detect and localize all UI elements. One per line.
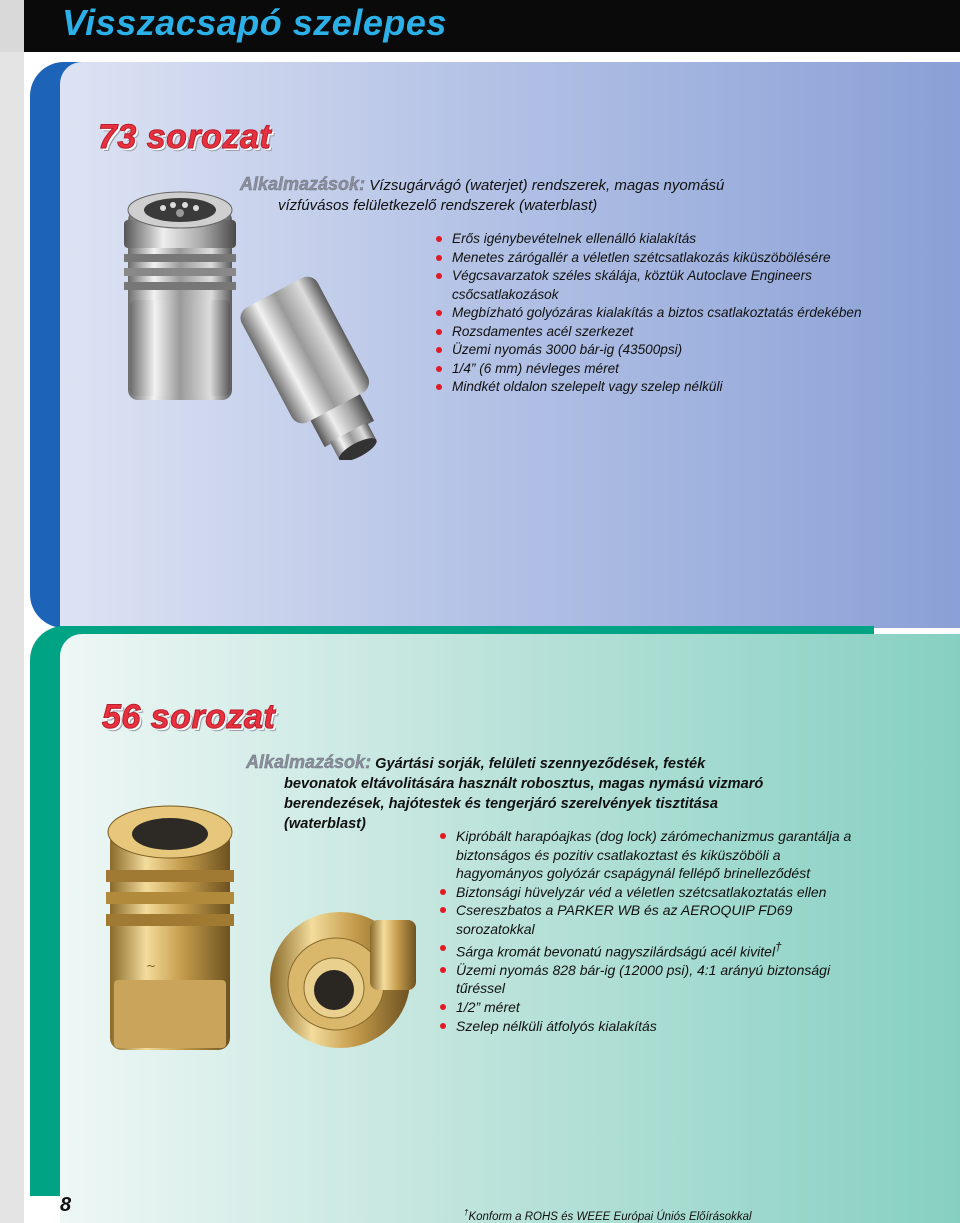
list-item: Megbízható golyózáras kialakítás a biztos csatlakoztatás érdekében: [434, 304, 864, 323]
list-item: 1/2” méret: [438, 998, 868, 1017]
list-item: Szelep nélküli átfolyós kialakítás: [438, 1017, 868, 1036]
page-number: 8: [60, 1194, 72, 1216]
list-item: Mindkét oldalon szelepelt vagy szelep nélküli: [434, 378, 864, 397]
list-item: 1/4” (6 mm) névleges méret: [434, 360, 864, 379]
list-item: Üzemi nyomás 828 bár-ig (12000 psi), 4:1 arányú biztonsági tűréssel: [438, 961, 868, 998]
applications-text-line-2: bevonatok eltávolitására használt robosztus, magas nymású vizmaró: [284, 776, 764, 792]
series-73-coupler-photo: [118, 180, 430, 460]
title-bar: [0, 0, 960, 52]
list-item: Menetes zárógallér a véletlen szétcsatlakozás kiküszöbölésére: [434, 249, 864, 268]
series-56-feature-list: [438, 827, 868, 1035]
list-item: Csereszbatos a PARKER WB és az AEROQUIP FD69 sorozatokkal: [438, 901, 868, 938]
series-73-applications: [240, 174, 880, 216]
series-56-top-bar: [60, 626, 874, 634]
list-item: Üzemi nyomás 3000 bár-ig (43500psi): [434, 341, 864, 360]
series-56-coupler-photo: [100, 800, 420, 1060]
list-item: Rozsdamentes acél szerkezet: [434, 323, 864, 342]
list-item: Erős igénybevételnek ellenálló kialakítás: [434, 230, 864, 249]
applications-text-line-4: (waterblast): [284, 816, 366, 832]
footnote-text: Konform a ROHS és WEEE Európai Úniós Előírásokkal: [468, 1210, 752, 1223]
list-item: Kipróbált harapóajkas (dog lock) zárómechanizmus garantálja a biztonságos és pozitiv csatlakoztast és kiküszöböli a hagyományos golyózár csapágynál fellépő brinelleződést: [438, 827, 868, 883]
footnote-marker: †: [775, 940, 782, 954]
applications-text-line-3: berendezések, hajótestek és tengerjáró szerelvények tisztitása: [284, 796, 718, 812]
applications-label: Alkalmazások:: [246, 752, 372, 772]
list-item-text: Sárga kromát bevonatú nagyszilárdságú acél kivitel: [456, 943, 776, 960]
list-item: Biztonsági hüvelyzár véd a véletlen szétcsatlakoztatás ellen: [438, 883, 868, 902]
left-margin-strip: [0, 52, 24, 1223]
list-item: [438, 939, 868, 961]
applications-text-line-1: Gyártási sorják, felületi szennyeződések, festék: [375, 756, 706, 772]
footnote-marker: †: [464, 1208, 469, 1217]
page-title: Visszacsapó szelepes: [62, 2, 447, 43]
title-bar-accent: [0, 0, 24, 52]
list-item: Végcsavarzatok széles skálája, köztük Autoclave Engineers csőcsatlakozások: [434, 267, 864, 304]
series-56-applications: [246, 752, 866, 834]
series-73-heading: 73 sorozat: [98, 118, 272, 156]
applications-text-line-1: Vízsugárvágó (waterjet) rendszerek, magas nyomású: [369, 177, 725, 194]
series-73-feature-list: [434, 230, 864, 397]
applications-text-line-2: vízfúvásos felületkezelő rendszerek (waterblast): [278, 197, 598, 214]
svg-text:~: ~: [146, 959, 157, 973]
footnote: [464, 1208, 752, 1223]
series-56-heading: 56 sorozat: [102, 698, 276, 736]
applications-label: Alkalmazások:: [240, 174, 366, 194]
